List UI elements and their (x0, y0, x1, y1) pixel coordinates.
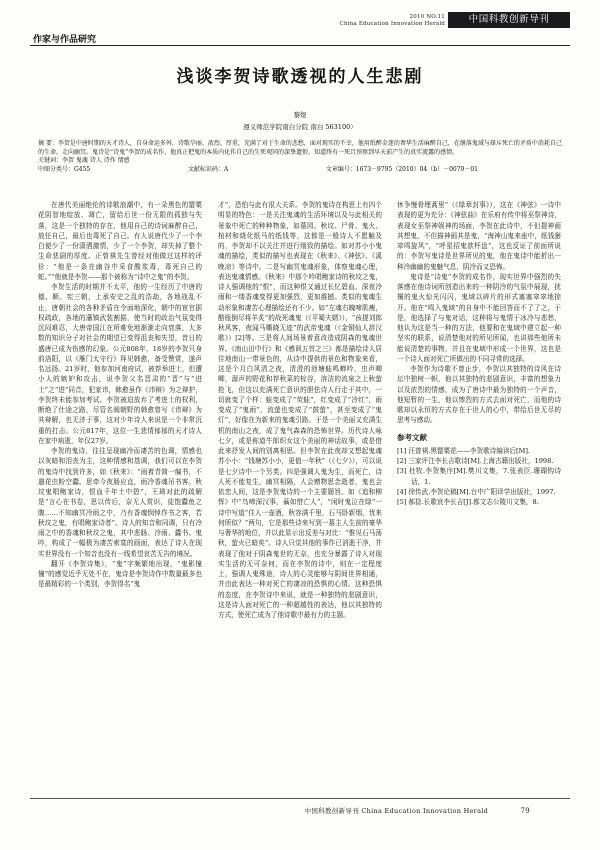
keywords: 关键词：李贺 鬼魂 诗人 诗作 情感 (38, 157, 130, 164)
section-label: 作家与作品研究 (33, 35, 97, 45)
paragraph: 在唐代美丽绝伦的诗歌浪潮中，有一朵黑色的罂粟花阴智地绽放、凋亡，留给后世一份无限的孤独与失落，这是一个独特的存在，他用自己的诗词麻醉自己，放任自己，最后也毒死了自己。有人说唐代少了一个李白便少了一份潇洒激情，少了一个李贺，却失掉了整个生命悲剧的厚度。正曾祺先生曾经对他做过这样的评价：“他是一条在幽谷中采食酸浆毒，毒死自己的蛇。”“他就是李贺——那个被称为“诗中之鬼”的李贺。 (38, 201, 202, 281)
references-title: 参考文献 (397, 432, 427, 442)
page-number: 79 (520, 807, 530, 815)
paragraph: 才”，恐怕与此有很大关系。李贺的鬼诗在构思上有四个明显的特色：一是关注鬼魂的生活环境以及与此相关的景象中死亡的种种物象，如墓园、秋坟、尸骨、鬼火、棺材和烧化纸马的纸钱等，这都是一般诗人不愿触及的，李贺却不以关注并进行细致的描绘。如对苏小小鬼魂的描绘，类似的描写也表现在《秋来》、《神弦》、《溪晚凉》等诗中。二是写幽冥鬼魂形象，体察鬼魂心理，表达鬼魂情感。《秋来》中那个吟唱鲍家诗的秋坟之鬼，诗人强调他的“恨”，而这种恨又通过长忆碧血、深夜冷雨和一缕香魂变得更加强烈，更加震撼。类似的鬼魂生动形象和凄苦心理描绘还有不少。如“左魂右魄啼肌瘦，酪瓶倒尽将羊炙”的战死魂鬼（《平蜀夫婿》），“孩提刘郎秋风客，夜闻马嘶晓无迹”的武帝鬼魂（《金铜仙人辞汉歌》）[2]等。三是将人间场景着意改造成阴森的鬼魂世界。《南山田中行》和《感讽五首之三》都是描绘诗人居住地南山一带景色的，从诗中提供的景色和物象来看，这是个月白风清之夜，清澄的池塘蛙鸣蝉吟，虫声唧唧，潺声的野花和荐秋菜的棕谷，溶洁的流泉之上秋萤抢飞，但这以充满死亡意识的胆怯诗人行走于其中，一切就变了个样：蛙变成了“荧蛙”，红变成了“冷红”，雨变成了“鬼雨”，流萤也变成了“鼓萤”，甚至变成了“鬼灯”，好像在为新来的鬼魂引路。于是一个美丽又充满生机的南山之夜，成了鬼气森森的恐怖世界。历代诗人咏七夕，或是称道牛郎织女这个美丽的神话故事，或是借此来抒发人间的别离相思。但李贺在此夜却又想起鬼魂苏小小：“钱塘苏小小，更值一年秋”（《七夕》），可以说是七夕诗中一个另类。四是强调人鬼为生，而死亡，诗人死不能复生，幽冥相隔，人会赠物思念逝者，鬼也会依恋人间，这是李贺鬼诗的一个主要题旨。如《追和柳恽》中“鸟啼深汉事，蓊如惜亡人”，“闲时鬼泣在绿”一诗中写道“住人一壶酒，秋容满千里，石马卧新烟，忧来何所似？”两句，它是那些诗来写到一墓主人生前的豪华与奢华的地位，并以此显示出反差与对比：“惟见石马荡秋，萤火已暗矣”。诗人只觉其他的事作已消逝干净，并表现了他对于阴森鬼世的无奈，也充分暴露了诗人对现实生活的无可奈何，而在李贺的诗中，则在一定程度上，强调人鬼殊途，诗人的心灵能够与阴间世界相通，并由此表达一种对死亡的凄凉的恐惧的心情。这种恐惧的态度，在李贺诗中来说，就是一种独特的悲剧意识，这是诗人面对死亡的一种超越性的表达，他以其独特的方式，使死亡成为了他诗歌中最有力的主题。 (218, 201, 382, 619)
affiliation: 遵义师范学院南白分院 南白 563100） (243, 123, 357, 131)
abstract-text: 摘 要：李贺是中唐时期的天才诗人，自身命运多舛，诗歌孕丽、浓烈、厚重，充满了对于生命的悲愁，面对现实的不幸，他用纸醉金迷的奢华生活麻醉自己，在继落鬼域与择斥死亡的矛盾中消耗自己的生命，走向幽冥。鬼诗是“诗鬼”李贺的成名作，他真正把鬼的本质内化作自己的生死观同的深挚遗恨，知道终有一死且预察到早天前产生的真实流露的感情。 (38, 140, 562, 156)
paragraph: 休争慢骨埋蒿里”（《绿章封事》），这在《神弦》一诗中表现的更为充分：《神弦曲》在乐府有传中将巫祭神诗，表现女巫祭神娱神的场面，李贺在此诗中，不但提神画其想鬼，不但描神画其是鬼，“海神山鬼来座中，纸钱窸窣鸣旋风”，“呼星招鬼歆杯盘”，这也反证了前面所说的：李贺写鬼诗是世界所见的鬼，他在鬼诗中能折出一种冷幽幽的鬼魅气息，阴冷而又恐怖。 (397, 201, 561, 271)
article-title: 浅谈李贺诗歌透视的人生悲剧 (176, 67, 424, 87)
reference-item: [3] 杜牧.李贺集序[M].樊川文集，7.张表臣.珊瑚钩诗话，1. (397, 467, 561, 486)
paragraph: 翻开《李贺诗集》，“鬼”字频繁地出现，“鬼影憧憧”的感觉近乎无处不在，鬼诗是李贺诗作中数量最多也是最精彩的一个类别，李贺得名“鬼 (38, 559, 202, 589)
document-code: 文献标识码：A (187, 165, 229, 173)
classification-row (38, 166, 478, 175)
article-number: 文章编号：1673－9795（2010）04（b）－0079－01 (325, 165, 478, 173)
abstract-block (38, 140, 562, 174)
page-footer (0, 806, 530, 815)
issue-info (300, 14, 445, 28)
paragraph: 李贺的鬼诗，往往呈现幽冷而凄苦的色调，情感也以灰暗和泪丧为主，这种情感和基调，我们可以在李贺的鬼诗中找到许多，如《秋来》：“雨着青简一编书，不遣花虫粉空蠹。思牵今夜肠应直，雨冷香魂吊书客。秋坟鬼唱鲍家诗，恨血千年土中碧”，王琦对此的疏解是“言心在书卷，思以传后，奈无人赏识，徒饱蠹鱼之腹……不知幽冥冷雨之中，乃有香魂悯悼作书之客，若秋坟之鬼，有唱鲍家诗者”。诗人的知音和同调，只有冷雨之中的香魂和秋坟之鬼，其中悲肠、冷雨、蠹书、鬼吟，构成了一幅极为凄苦索寞的画面，表达了诗人在现实世界没有一个知音也没有一线希望哀苦无告的境况。 (38, 447, 202, 558)
issue-number: 2010 NO.11 (409, 14, 445, 20)
column-right (397, 200, 561, 507)
paragraph: 李贺生活的时期并不太平，他的一生经历了中唐的德、顺、宪三朝，上承安史之乱的浩劫，各地战乱不止，唐朝社会的各种矛盾在令面地深化，朝中的宦官据权疏政，各地的藩镇武装割据，使当时的政治气氛变得沉闷难忍，大唐帝国江在所难免地渐渐走向衰落，大多数的知识分子对社会的期望已变得沮丧和失望，昔日的盛唐已成为伤感的幻象。公元808年，18岁的李贺只身前洛阳，以《雁门太守行》拜见韩愈，备受赞赏，遂声名远扬。21岁时，他参加河南府试，被荐举进士，但遭小人的嫉妒和攻击，说李贺父名晋肃的“晋”与“进士”之“进”同音，犯家讳，韩愈虽作《讳辩》为之辩护，李贺终未能参加考试。李贺被迫放弃了考进士的权利，断绝了仕途之路，尽管名阀朝野的韩愈曾写《讳辩》为其辩解，也无济于事，这对少年诗人来说是一个非常沉重的打击。公元817年，这位一生悲情郁郁的天才诗人在家中病逝，年仅27岁。 (38, 283, 202, 445)
journal-banner: 中国科教创新导刊 (448, 12, 570, 28)
column-left (38, 200, 202, 590)
paragraph: 李贺作为诗歌不曾止步，李贺以其独特的诗风在诗坛中独树一帜，他以其独特的悲剧意识，丰富的想象力以及浓烈的情感，成为了唐诗中最为独特的一个声音，他短暂的一生，他以惨烈的方式去面对死亡，而他的诗歌却以永恒的方式存在于世人的心中，带给后世无尽的思考与感动。 (397, 365, 561, 425)
reference-item: [5] 郝捻.长歌哀李长吉[J].都文志公陵川文集，8. (397, 498, 539, 506)
reference-item: [1] 汪曾祺.黑罂粟花——李贺歌诗编读后[M]. (397, 446, 531, 455)
footer-rule (30, 798, 570, 799)
reference-item: [2] 三家评注李长吉歌诗[M].上海古籍出版社，1998. (397, 457, 554, 465)
paragraph: 鬼诗是“诗鬼”李贺的成名作，现实世界中强烈的失落感在他诗词所创造出来的一种阴冷的气氛中展现，扰攘的鬼火惊光闪闪，鬼域以碎片的形式塞塞窣窣地掠开。他在“鸣入鬼域”的自身中不能回答而不了了之，于是，他选择了与鬼对话，这种将与鬼情于冰冷与悲愁，他认为这是当一种的方法，他要和在鬼域中建立起一种坚实的联系，说清楚他对的所见所闻，也讲那些他所未能说清楚的事物，并且在鬼域中形成一个世界，这也是一个诗人面对死亡所做出的不同寻常的选择。 (397, 272, 561, 363)
header-rule (30, 45, 570, 46)
author: 黎煜 (293, 111, 307, 119)
journal-english-name: China Education Innovation Herald (339, 21, 445, 27)
footer-journal: 中国科教创新导刊 China Education Innovation Herald (304, 807, 489, 815)
clc-number: 中图分类号：G455 (38, 165, 91, 173)
reference-item: [4] 徐传武.李贺论稿[M].台中广阳译学出版社，1997. (397, 487, 556, 496)
column-middle (218, 200, 382, 620)
